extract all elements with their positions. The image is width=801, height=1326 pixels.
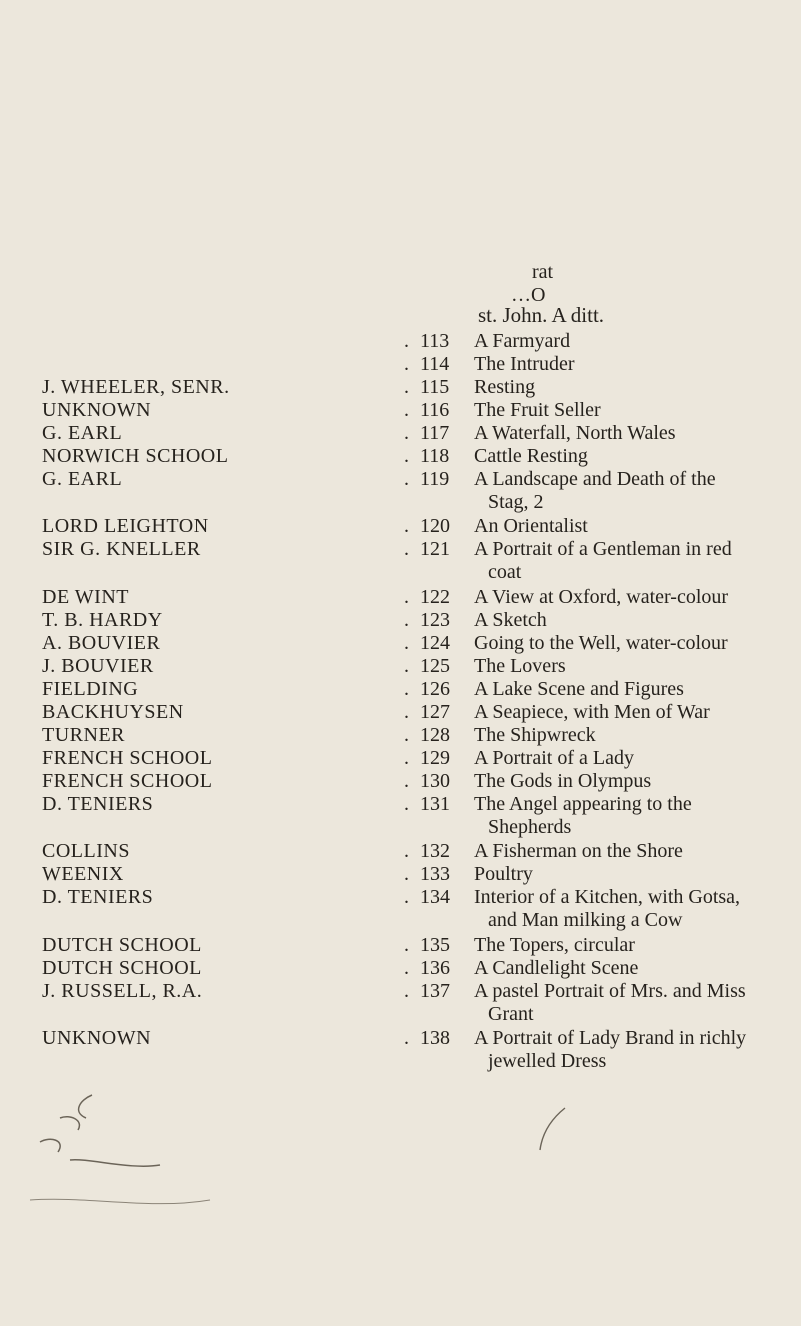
- lot-number: 118: [420, 445, 450, 467]
- header-fragment-3: st. John. A ditt.: [478, 303, 605, 327]
- lot-title: The Topers, circular: [474, 934, 635, 956]
- lot-title: The Fruit Seller: [474, 399, 601, 421]
- artist-name: FIELDING: [42, 678, 139, 700]
- catalogue-row: [0, 678, 801, 700]
- artist-name: FRENCH SCHOOL: [42, 747, 213, 769]
- lot-title: A pastel Portrait of Mrs. and Miss: [474, 980, 746, 1002]
- lot-title: Poultry: [474, 863, 533, 885]
- artist-name: DUTCH SCHOOL: [42, 934, 202, 956]
- catalogue-row: [0, 957, 801, 979]
- lot-title: The Lovers: [474, 655, 566, 677]
- lot-number: 128: [420, 724, 450, 746]
- artist-name: FRENCH SCHOOL: [42, 770, 213, 792]
- lot-title: The Gods in Olympus: [474, 770, 652, 792]
- catalogue-row: [0, 399, 801, 421]
- lot-number: 116: [420, 399, 450, 421]
- artist-name: UNKNOWN: [42, 399, 152, 421]
- lot-title-continuation: coat: [488, 561, 522, 583]
- lot-number: 134: [420, 886, 450, 908]
- catalogue-row: [0, 770, 801, 792]
- catalogue-row: [0, 655, 801, 677]
- leader-dot: .: [404, 422, 409, 444]
- leader-dot: .: [404, 376, 409, 398]
- lot-number: 115: [420, 376, 450, 398]
- lot-title: A Fisherman on the Shore: [474, 840, 683, 862]
- artist-name: UNKNOWN: [42, 1027, 152, 1049]
- catalogue-row: [0, 934, 801, 956]
- artist-name: LORD LEIGHTON: [42, 515, 209, 537]
- artist-name: A. BOUVIER: [42, 632, 161, 654]
- artist-name: D. TENIERS: [42, 793, 154, 815]
- catalogue-row: [0, 793, 801, 815]
- leader-dot: .: [404, 747, 409, 769]
- lot-title: A Portrait of a Lady: [474, 747, 634, 769]
- lot-title: Going to the Well, water-colour: [474, 632, 728, 654]
- lot-title-continuation: Shepherds: [488, 816, 572, 838]
- leader-dot: .: [404, 934, 409, 956]
- lot-number: 120: [420, 515, 450, 537]
- leader-dot: .: [404, 399, 409, 421]
- lot-title: A View at Oxford, water-colour: [474, 586, 729, 608]
- lot-number: 125: [420, 655, 450, 677]
- leader-dot: .: [404, 468, 409, 490]
- leader-dot: .: [404, 840, 409, 862]
- catalogue-row: [0, 353, 801, 375]
- lot-title: A Portrait of a Gentleman in red: [474, 538, 732, 560]
- lot-number: 129: [420, 747, 450, 769]
- lot-number: 135: [420, 934, 450, 956]
- catalogue-row: [0, 701, 801, 723]
- catalogue-row: [0, 632, 801, 654]
- lot-title-continuation: jewelled Dress: [488, 1050, 607, 1072]
- lot-number: 124: [420, 632, 450, 654]
- artist-name: J. WHEELER, SENR.: [42, 376, 230, 398]
- leader-dot: .: [404, 655, 409, 677]
- artist-name: DUTCH SCHOOL: [42, 957, 202, 979]
- leader-dot: .: [404, 515, 409, 537]
- artist-name: BACKHUYSEN: [42, 701, 184, 723]
- lot-title-continuation: and Man milking a Cow: [488, 909, 683, 931]
- artist-name: G. EARL: [42, 468, 123, 490]
- header-fragment-1: rat: [532, 261, 554, 283]
- lot-number: 127: [420, 701, 450, 723]
- leader-dot: .: [404, 609, 409, 631]
- lot-number: 126: [420, 678, 450, 700]
- lot-number: 133: [420, 863, 450, 885]
- catalogue-row: [0, 376, 801, 398]
- artist-name: D. TENIERS: [42, 886, 154, 908]
- artist-name: WEENIX: [42, 863, 124, 885]
- lot-number: 114: [420, 353, 450, 375]
- lot-number: 122: [420, 586, 450, 608]
- catalogue-row: [0, 586, 801, 608]
- artist-name: G. EARL: [42, 422, 123, 444]
- catalogue-row: [0, 422, 801, 444]
- lot-title: A Farmyard: [474, 330, 571, 352]
- lot-title: A Portrait of Lady Brand in richly: [474, 1027, 747, 1049]
- leader-dot: .: [404, 445, 409, 467]
- leader-dot: .: [404, 957, 409, 979]
- leader-dot: .: [404, 538, 409, 560]
- leader-dot: .: [404, 586, 409, 608]
- lot-number: 138: [420, 1027, 450, 1049]
- leader-dot: .: [404, 701, 409, 723]
- catalogue-row: [0, 515, 801, 537]
- lot-title: The Angel appearing to the: [474, 793, 692, 815]
- lot-title: Resting: [474, 376, 536, 398]
- catalogue-row: [0, 724, 801, 746]
- lot-title: A Seapiece, with Men of War: [474, 701, 710, 723]
- catalogue-row: [0, 468, 801, 490]
- header-fragment-2: …O: [511, 284, 546, 306]
- lot-number: 130: [420, 770, 450, 792]
- leader-dot: .: [404, 1027, 409, 1049]
- lot-number: 119: [420, 468, 450, 490]
- catalogue-row: [0, 445, 801, 467]
- lot-number: 121: [420, 538, 450, 560]
- lot-title: A Landscape and Death of the: [474, 468, 716, 490]
- leader-dot: .: [404, 678, 409, 700]
- lot-title: A Lake Scene and Figures: [474, 678, 684, 700]
- artist-name: SIR G. KNELLER: [42, 538, 201, 560]
- lot-number: 113: [420, 330, 450, 352]
- catalogue-row: [0, 538, 801, 560]
- catalogue-row: [0, 840, 801, 862]
- lot-number: 131: [420, 793, 450, 815]
- lot-number: 137: [420, 980, 450, 1002]
- lot-title: The Shipwreck: [474, 724, 596, 746]
- leader-dot: .: [404, 770, 409, 792]
- leader-dot: .: [404, 353, 409, 375]
- lot-title: A Sketch: [474, 609, 547, 631]
- catalogue-row: [0, 980, 801, 1002]
- artist-name: COLLINS: [42, 840, 130, 862]
- lot-number: 132: [420, 840, 450, 862]
- lot-title-continuation: Grant: [488, 1003, 534, 1025]
- leader-dot: .: [404, 863, 409, 885]
- leader-dot: .: [404, 886, 409, 908]
- lot-number: 123: [420, 609, 450, 631]
- artist-name: TURNER: [42, 724, 125, 746]
- lot-title: Cattle Resting: [474, 445, 588, 467]
- artist-name: J. RUSSELL, R.A.: [42, 980, 203, 1002]
- artist-name: J. BOUVIER: [42, 655, 154, 677]
- leader-dot: .: [404, 980, 409, 1002]
- lot-title: A Candlelight Scene: [474, 957, 639, 979]
- catalogue-row: [0, 609, 801, 631]
- leader-dot: .: [404, 632, 409, 654]
- catalogue-row: [0, 863, 801, 885]
- lot-title: The Intruder: [474, 353, 575, 375]
- lot-title-continuation: Stag, 2: [488, 491, 544, 513]
- catalogue-row: [0, 747, 801, 769]
- lot-title: Interior of a Kitchen, with Gotsa,: [474, 886, 741, 908]
- catalogue-row: [0, 330, 801, 352]
- leader-dot: .: [404, 724, 409, 746]
- artist-name: NORWICH SCHOOL: [42, 445, 229, 467]
- catalogue-row: [0, 886, 801, 908]
- leader-dot: .: [404, 330, 409, 352]
- lot-title: A Waterfall, North Wales: [474, 422, 676, 444]
- artist-name: DE WINT: [42, 586, 129, 608]
- lot-number: 136: [420, 957, 450, 979]
- artist-name: T. B. HARDY: [42, 609, 163, 631]
- catalogue-row: [0, 1027, 801, 1049]
- lot-title: An Orientalist: [474, 515, 588, 537]
- leader-dot: .: [404, 793, 409, 815]
- lot-number: 117: [420, 422, 450, 444]
